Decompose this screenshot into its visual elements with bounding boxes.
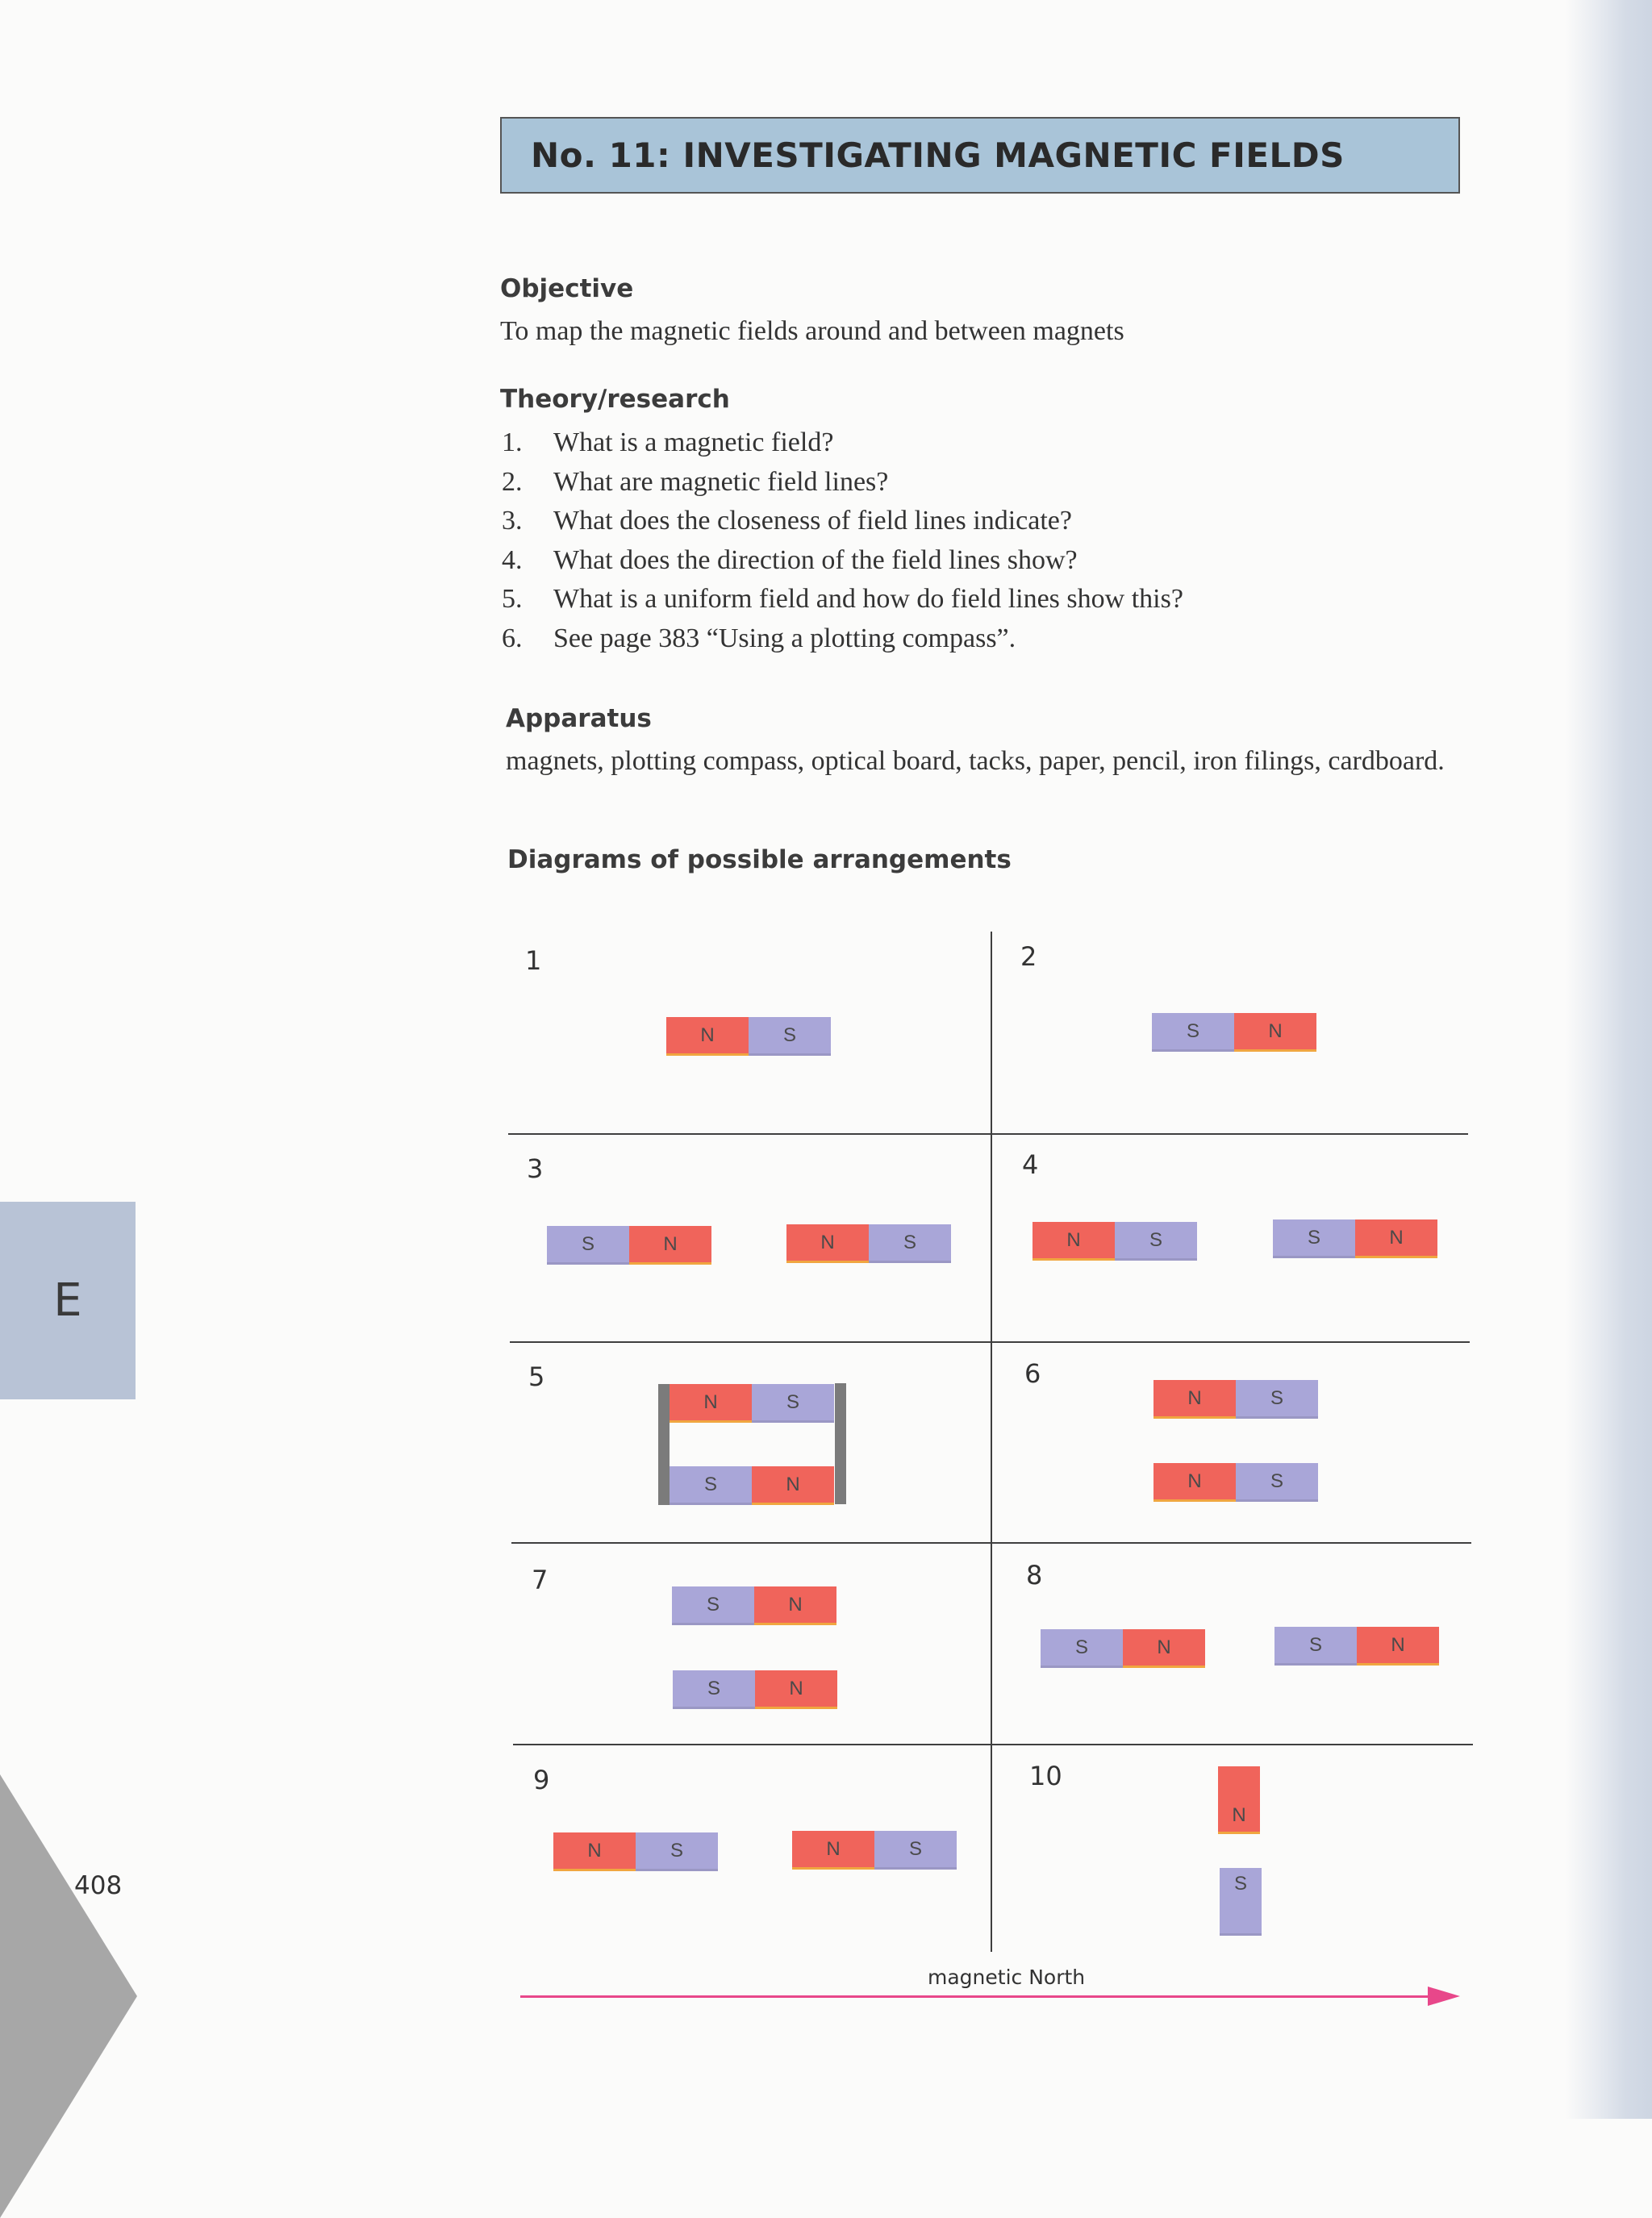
question-number: 4. bbox=[502, 544, 523, 575]
question-number: 5. bbox=[502, 584, 523, 614]
question-number: 3. bbox=[502, 506, 523, 536]
bar-magnet bbox=[1032, 1222, 1197, 1261]
south-pole: S bbox=[547, 1226, 629, 1265]
page-corner-triangle bbox=[0, 1774, 137, 2218]
north-pole: N bbox=[666, 1017, 749, 1056]
title-box bbox=[500, 117, 1460, 194]
south-pole: S bbox=[1274, 1627, 1357, 1666]
cell-number: 1 bbox=[525, 945, 542, 976]
north-pole: N bbox=[786, 1224, 869, 1263]
question-text: What does the direction of the field lines show? bbox=[553, 544, 1078, 575]
cell-number: 5 bbox=[528, 1361, 545, 1392]
bar-magnet bbox=[1152, 1013, 1316, 1052]
grid-horizontal-divider bbox=[508, 1133, 1468, 1135]
diagrams-heading: Diagrams of possible arrangements bbox=[507, 845, 1012, 874]
question-number: 2. bbox=[502, 466, 523, 497]
bar-magnet bbox=[672, 1586, 836, 1625]
bar-magnet bbox=[1273, 1219, 1437, 1258]
north-pole: N bbox=[670, 1384, 752, 1423]
bar-magnet-vertical bbox=[1218, 1766, 1260, 1834]
question-text: What is a magnetic field? bbox=[553, 427, 834, 457]
bar-magnet bbox=[673, 1670, 837, 1709]
cell-number: 6 bbox=[1024, 1358, 1041, 1389]
grid-horizontal-divider bbox=[513, 1744, 1473, 1745]
north-pole: N bbox=[755, 1670, 837, 1709]
bar-magnet bbox=[1041, 1629, 1205, 1668]
south-pole: S bbox=[874, 1831, 957, 1870]
grid-horizontal-divider bbox=[510, 1341, 1470, 1343]
question-text: What is a uniform field and how do field lines show this? bbox=[553, 584, 1183, 614]
north-pole: N bbox=[1218, 1766, 1260, 1834]
cell-number: 8 bbox=[1026, 1560, 1043, 1591]
question-text: See page 383 “Using a plotting compass”. bbox=[553, 623, 1016, 653]
cell-number: 2 bbox=[1020, 941, 1037, 972]
section-letter: E bbox=[53, 1274, 82, 1327]
south-pole: S bbox=[1236, 1380, 1318, 1419]
north-pole: N bbox=[1357, 1627, 1439, 1666]
magnetic-north-arrow-line bbox=[520, 1995, 1432, 1998]
cell-number: 9 bbox=[533, 1765, 550, 1795]
south-pole: S bbox=[1220, 1868, 1262, 1936]
north-pole: N bbox=[1355, 1219, 1437, 1258]
section-tab bbox=[0, 1202, 136, 1399]
bar-magnet bbox=[547, 1226, 711, 1265]
north-pole: N bbox=[754, 1586, 836, 1625]
list-item bbox=[502, 427, 1183, 467]
theory-heading: Theory/research bbox=[500, 385, 730, 414]
bar-magnet bbox=[1274, 1627, 1439, 1666]
south-pole: S bbox=[1152, 1013, 1234, 1052]
south-pole: S bbox=[749, 1017, 831, 1056]
question-number: 1. bbox=[502, 427, 523, 457]
north-pole: N bbox=[1234, 1013, 1316, 1052]
list-item bbox=[502, 467, 1183, 507]
bar-magnet bbox=[792, 1831, 957, 1870]
south-pole: S bbox=[1115, 1222, 1197, 1261]
south-pole: S bbox=[869, 1224, 951, 1263]
cell-number: 3 bbox=[527, 1153, 544, 1184]
page-number: 408 bbox=[74, 1871, 123, 1900]
apparatus-text: magnets, plotting compass, optical board, tacks, paper, pencil, iron filings, cardboard. bbox=[506, 746, 1445, 776]
question-text: What are magnetic field lines? bbox=[553, 466, 889, 497]
bar-magnet bbox=[670, 1384, 834, 1423]
south-pole: S bbox=[752, 1384, 834, 1423]
bar-magnet bbox=[670, 1466, 834, 1505]
arrow-head-icon bbox=[1428, 1987, 1460, 2006]
theory-question-list bbox=[502, 427, 1183, 662]
book-spine-shadow bbox=[1565, 0, 1652, 2119]
north-pole: N bbox=[1153, 1380, 1236, 1419]
grid-vertical-divider bbox=[991, 932, 992, 1952]
bar-magnet bbox=[553, 1832, 718, 1871]
bar-magnet-vertical bbox=[1220, 1868, 1262, 1936]
cell-number: 10 bbox=[1029, 1761, 1062, 1791]
soft-iron-keeper bbox=[835, 1383, 846, 1504]
south-pole: S bbox=[1236, 1463, 1318, 1502]
objective-text: To map the magnetic fields around and between magnets bbox=[500, 316, 1124, 346]
cell-number: 7 bbox=[532, 1565, 549, 1595]
north-pole: N bbox=[1032, 1222, 1115, 1261]
south-pole: S bbox=[672, 1586, 754, 1625]
north-pole: N bbox=[792, 1831, 874, 1870]
north-pole: N bbox=[752, 1466, 834, 1505]
apparatus-heading: Apparatus bbox=[506, 704, 652, 733]
south-pole: S bbox=[636, 1832, 718, 1871]
list-item bbox=[502, 623, 1183, 663]
north-pole: N bbox=[1153, 1463, 1236, 1502]
question-number: 6. bbox=[502, 623, 523, 653]
bar-magnet bbox=[786, 1224, 951, 1263]
bar-magnet bbox=[666, 1017, 831, 1056]
list-item bbox=[502, 506, 1183, 545]
cell-number: 4 bbox=[1022, 1149, 1039, 1180]
south-pole: S bbox=[670, 1466, 752, 1505]
objective-heading: Objective bbox=[500, 274, 634, 303]
north-pole: N bbox=[629, 1226, 711, 1265]
north-pole: N bbox=[1123, 1629, 1205, 1668]
south-pole: S bbox=[1273, 1219, 1355, 1258]
soft-iron-keeper bbox=[658, 1384, 670, 1505]
page-title: No. 11: INVESTIGATING MAGNETIC FIELDS bbox=[531, 135, 1345, 175]
north-pole: N bbox=[553, 1832, 636, 1871]
question-text: What does the closeness of field lines indicate? bbox=[553, 506, 1072, 536]
list-item bbox=[502, 584, 1183, 623]
grid-horizontal-divider bbox=[511, 1542, 1471, 1544]
magnetic-north-label: magnetic North bbox=[928, 1966, 1086, 1989]
south-pole: S bbox=[673, 1670, 755, 1709]
bar-magnet bbox=[1153, 1380, 1318, 1419]
list-item bbox=[502, 545, 1183, 585]
bar-magnet bbox=[1153, 1463, 1318, 1502]
south-pole: S bbox=[1041, 1629, 1123, 1668]
